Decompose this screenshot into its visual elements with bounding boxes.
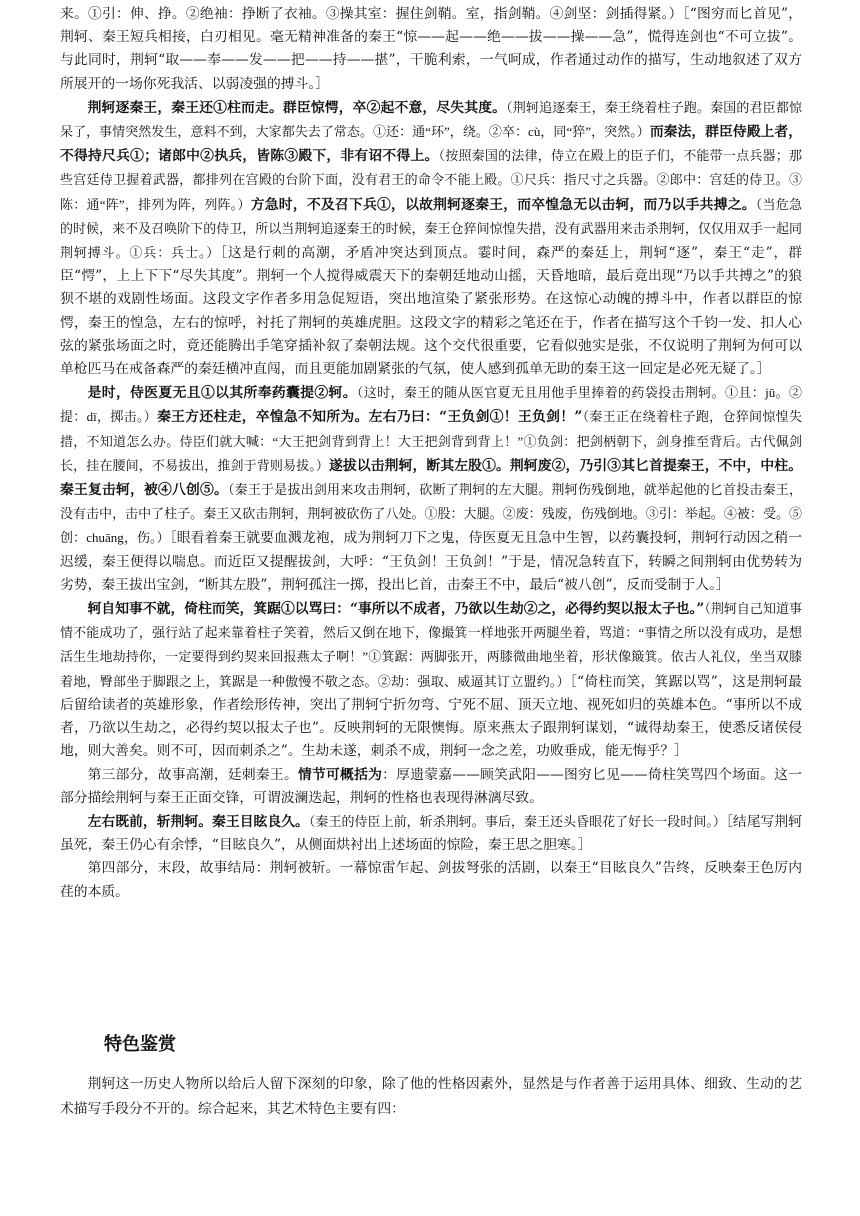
original-text-segment: 情节可概括为: [297, 766, 383, 783]
original-text-segment: 方急时，不及召下兵①，以故荆轲逐秦王，而卒惶急无以击轲，而乃以手共搏之。: [250, 196, 756, 213]
commentary-segment: ［这是行刺的高潮，矛盾冲突达到顶点。霎时间，森严的秦廷上，荆轲“逐”，秦王“走”，群臣“愕”，上上下下“尽失其度”。荆轲一个人搅得威震天下的秦朝廷地动山摇，天昏地暗，最后竟出现“乃以手共搏之”的狼狈不堪的戏剧性场面。这段文字作者多用急促短语，突出地渲染了紧张形势。在这惊心动魄的搏斗中，作者以群臣的惊愕，秦王的惶急，左右的惊呼，衬托了荆轲的英雄虎胆。这段文字的精彩之笔还在于，作者在描写这个千钧一发、扣人心弦的紧张场面之时，竟还能腾出手笔穿插补叙了秦朝法规。这个交代很重要，它看似弛实是张，不仅说明了荆轲为何可以单枪匹马在戒备森严的秦廷横冲直闯，而且更能加剧紧张的气氛，使人感到孤单无助的秦王这一回定是必死无疑了。］: [60, 245, 802, 378]
commentary-segment: 第三部分，故事高潮，廷刺秦王。: [87, 766, 298, 783]
original-text-segment: 遂拔以击荆轲，断其左股①。荆轲废②，乃引③其匕首提秦王，不中，中柱。秦王复击轲，被④八创⑤。: [60, 457, 802, 499]
annotation-segment: （秦王于是拔出剑用来攻击荆轲，砍断了荆轲的左大腿。荆轲伤残倒地，就举起他的匕首投击秦王，没有击中，击中了柱子。秦王又砍击荆轲，荆轲被砍伤了八处。①股：大腿。②废：残废，伤残倒地。③引：举起。④被：受。⑤创：chuāng，伤。）: [60, 482, 802, 546]
body-paragraph: [60, 3, 802, 96]
closing-paragraph: 荆轲这一历史人物所以给后人留下深刻的印象，除了他的性格因素外，显然是与作者善于运用具体、细致、生动的艺术描写手段分不开的。综合起来，其艺术特色主要有四：: [60, 1076, 802, 1117]
body-paragraph: [60, 764, 802, 810]
closing-section: [60, 1072, 802, 1122]
annotation-segment: （秦王正在绕着柱子跑，仓猝间惊惶失措，不知道怎么办。侍臣们就大喊：“大王把剑背到背上！大王把剑背到背上！”①负剑：把剑柄朝下，剑身推至背后。古代佩剑长，挂在腰间，不易拔出，推剑于背则易拔。）: [60, 409, 802, 473]
commentary-segment: ［“倚柱而笑，箕踞以骂”，这是荆轲最后留给读者的英雄形象，作者绘形传神，突出了荆轲宁折勿弯、宁死不屈、顶天立地、视死如归的英雄本色。“事所以不成者，乃欲以生劫之，必得约契以报太子也”。反映荆轲的无限懊悔。原来燕太子跟荆轲谋划，“诚得劫秦王，使悉反诸侯侵地，则大善矣。则不可，因而刺杀之”。生劫未遂，刺杀不成，荆轲一念之差，功败垂成，能无悔乎？］: [60, 673, 802, 760]
annotation-segment: （荆轲自己知道事情不能成功了，强行站了起来靠着柱子笑着，然后又倒在地下，像撮箕一样地张开两腿坐着，骂道：“事情之所以没有成功，是想活生生地劫持你，一定要得到约契来回报燕太子啊！”①箕踞：两脚张开，两膝微曲地坐着，形状像簸箕。依古人礼仪，坐当双膝着地，臀部坐于脚跟之上，箕踞是一种傲慢不敬之态。②劫：强取、威逼其订立盟约。）: [60, 601, 802, 689]
commentary-segment: 第四部分，末段，故事结局：荆轲被斩。一幕惊雷乍起、剑拔弩张的活剧，以秦王“目眩良久”告终，反映秦王色厉内荏的本质。: [60, 860, 802, 900]
annotation-segment: （秦王的侍臣上前，斩杀荆轲。事后，秦王还头昏眼花了好长一段时间。）: [308, 813, 726, 829]
body-paragraph: [60, 597, 802, 763]
annotation-segment: （按照秦国的法律，侍立在殿上的臣子们，不能带一点兵器；那些宫廷侍卫握着武器，都排列在宫殿的台阶下面，没有君王的命令不能上殿。①尺兵：指尺寸之兵器。②郎中：宫廷的侍卫。③陈：通“阵”，排列为阵，列阵。）: [60, 148, 802, 212]
annotation-segment: （这时，秦王的随从医官夏无且用他手里捧着的药袋投击荆轲。①且：jū。②提：dī，掷击。）: [60, 385, 802, 425]
original-text-segment: 而秦法，群臣侍殿上者，不得持尺兵①；诸郎中②执兵，皆陈③殿下，非有诏不得上。: [60, 124, 803, 165]
annotation-segment: （当危急的时候，来不及召唤阶下的侍卫，所以当荆轲追逐秦王的时候，秦王仓猝间惊惶失措，没有武器用来击杀荆轲，仅仅用双手一起同荆轲搏斗。①兵：兵士。）: [60, 196, 802, 261]
body-paragraph: [60, 381, 802, 597]
original-text-segment: 荆轲逐秦王，秦王还①柱而走。群臣惊愕，卒②起不意，尽失其度。: [87, 99, 507, 116]
section-heading: 特色鉴赏: [104, 1034, 176, 1055]
body-paragraph: [60, 857, 802, 903]
annotation-segment: （荆轲追逐秦王，秦王绕着柱子跑。秦国的君臣都惊呆了，事情突然发生，意料不到，大家都失去了常态。①还：通“环”，绕。②卒：cù，同“猝”，突然。）: [60, 99, 802, 140]
original-text-segment: 秦王方还柱走，卒惶急不知所为。左右乃曰：“王负剑①！王负剑！”: [157, 409, 583, 426]
original-text-segment: 左右既前，斩荆轲。秦王目眩良久。: [87, 813, 309, 830]
commentary-segment: ［结尾写荆轲虽死，秦王仍心有余悸，“目眩良久”，从侧面烘衬出上述场面的惊险，秦王思之胆寒。］: [60, 813, 802, 854]
body-paragraph: [60, 810, 802, 857]
commentary-segment: ［眼看着秦王就要血溅龙袍，成为荆轲刀下之鬼，侍医夏无且急中生智，以药囊投轲，荆轲行动因之稍一迟缓，秦王便得以喘息。而近臣又提醒拔剑，大呼：“王负剑！王负剑！”于是，情况急转直下，转瞬之间荆轲由优势转为劣势，秦王拔出宝剑，“断其左股”，荆轲孤注一掷，投出匕首，击秦王不中，最后“被八创”，反而受制于人。］: [60, 530, 802, 593]
body-paragraph: [60, 96, 802, 381]
original-text-segment: 是时，侍医夏无且①以其所奉药囊提②轲。: [87, 385, 357, 402]
original-text-segment: 轲自知事不就，倚柱而笑，箕踞①以骂曰：“事所以不成者，乃欲以生劫②之，必得约契以报太子也。”: [87, 601, 705, 618]
commentary-segment: ：厚遗蒙嘉——顾笑武阳——图穷匕见——倚柱笑骂四个场面。这一部分描绘荆轲与秦王正面交锋，可谓波澜迭起，荆轲的性格也表现得淋漓尽致。: [60, 766, 803, 806]
commentary-segment: 来。①引：伸、挣。②绝袖：挣断了衣袖。③操其室：握住剑鞘。室，指剑鞘。④剑坚：剑插得紧。）［“图穷而匕首见”，荆轲、秦王短兵相接，白刃相见。毫无精神准备的秦王“惊——起——绝——拔——操——急”，慌得连剑也“不可立拔”。与此同时，荆轲“取——奉——发——把——持——揕”，干脆利索，一气呵成，作者通过动作的描写，生动地叙述了双方所展开的一场你死我活、以弱凌强的搏斗。］: [60, 6, 802, 92]
document-body: [60, 3, 802, 904]
